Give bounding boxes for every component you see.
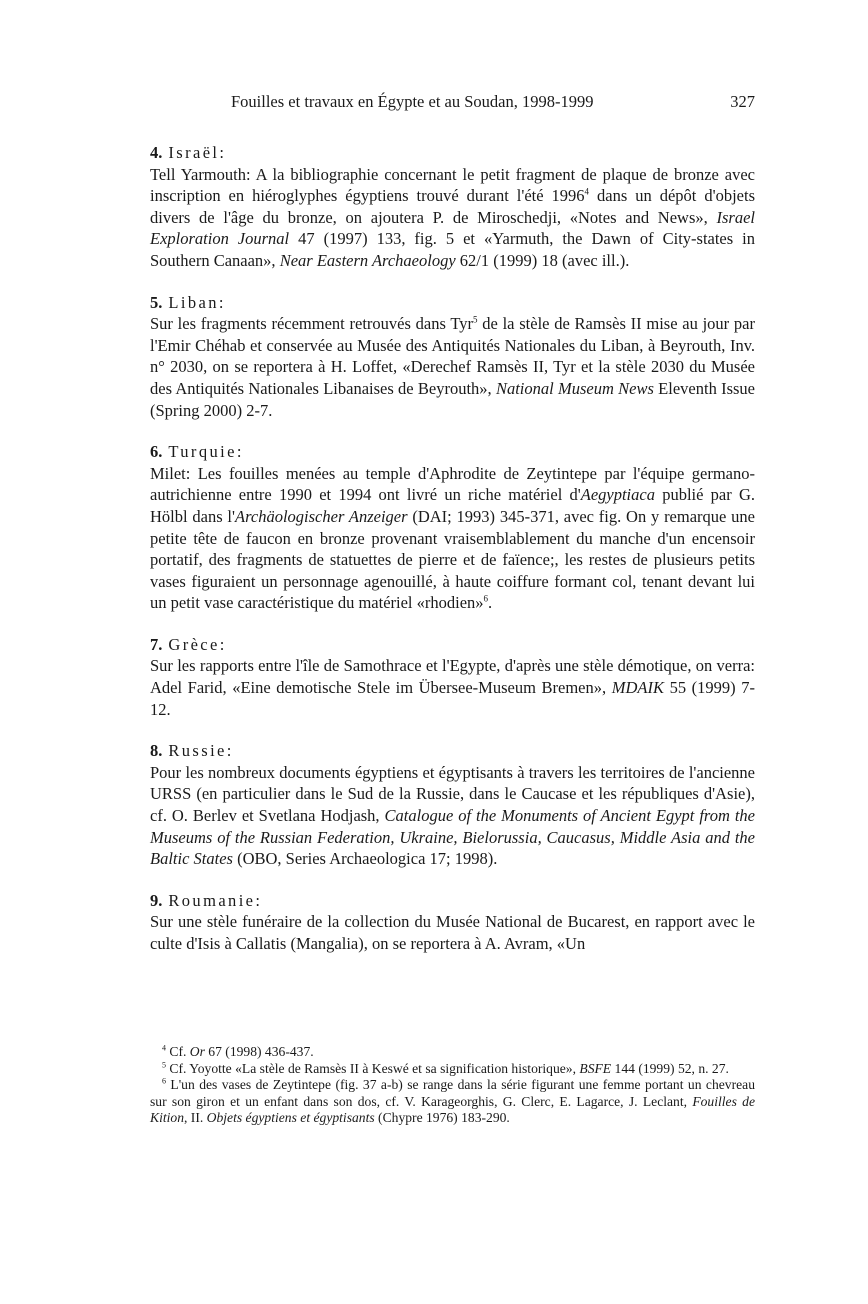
text-run: (Chypre 1976) 183-290. [374,1110,510,1126]
footnotes [150,1044,755,1127]
text-run: Milet: Les fouilles menées au temple d'Aphrodite de Zeytintepe par l'équipe germano-autrichienne entre 1990 et 1994 ont livré un riche matériel d' [150,463,755,505]
section-paragraph [150,313,755,421]
running-header [150,90,755,114]
book-title: Catalogue of the Monuments of Ancient Egypt from the Museums of the Russian Federation, Ukraine, Bielorussia, Caucasus, Middle Asia and the Baltic States [150,806,755,869]
text-run: Sur les rapports entre l'île de Samothrace et l'Egypte, d'après une stèle démotique, on verra: Adel Farid, «Eine demotische Stele im Übersee-Museum Bremen», [150,656,755,698]
text-run: 62/1 (1999) 18 (avec ill.). [455,250,630,270]
footnote [150,1044,755,1061]
footnote [150,1077,755,1127]
book-title: Fouilles de Kition [150,1093,755,1126]
text-run: Sur une stèle funéraire de la collection du Musée National de Bucarest, en rapport avec le culte d'Isis à Callatis (Mangalia), on se reportera à A. Avram, «Un [150,912,755,953]
section-paragraph [150,164,755,272]
section-paragraph [150,911,755,954]
text-run: 55 (1999) 7-12. [150,678,755,719]
footnote-ref[interactable]: 5 [473,314,478,325]
text-run: L'un des vases de Zeytintepe (fig. 37 a-b) se range dans la série figurant une femme portant un chevreau sur son giron et un enfant dans son dos, cf. V. Karageorghis, G. Clerc, E. Lagarce, J. Leclant, [150,1077,755,1109]
footnote-mark: 5 [162,1060,166,1070]
text-run: 144 (1999) 52, n. 27. [611,1060,729,1076]
section-title: Israël: [168,143,227,162]
section-heading [150,634,755,656]
text-run: Sur les fragments récemment retrouvés dans Tyr [150,314,474,334]
text-run: Cf. [166,1044,190,1059]
section-paragraph [150,463,755,614]
journal-title: Or [189,1044,205,1059]
section-title: Roumanie: [168,890,263,910]
section-number: 7. [150,634,163,654]
section-grece [150,634,755,720]
footnote-ref[interactable]: 4 [584,186,590,197]
running-title: Fouilles et travaux en Égypte et au Soudan, 1998-1999 [231,92,594,111]
section-turquie [150,441,755,614]
section-heading [150,292,755,314]
footnote-mark: 6 [162,1076,166,1086]
text-run: (OBO, Series Archaeologica 17; 1998). [232,849,498,869]
main-text [150,142,755,975]
section-heading [150,740,755,762]
text-run: , II. [184,1110,207,1126]
text-run: dans un dépôt d'objets divers de l'âge du bronze, on ajoutera P. de Miroschedji, «Notes and News», [150,186,755,227]
section-number: 9. [150,890,163,910]
journal-title: MDAIK [611,678,664,698]
section-title: Grèce: [168,634,227,654]
footnote-ref[interactable]: 6 [483,593,489,604]
text-run: Tell Yarmouth: A la bibliographie concernant le petit fragment de plaque de bronze avec inscription en hiéroglyphes égyptiens trouvé durant l'été 1996 [150,164,755,206]
journal-title: Archäologischer Anzeiger [235,506,408,526]
text-run: Cf. Yoyotte «La stèle de Ramsès II à Keswé et sa signification historique», [166,1060,580,1076]
text-run: de la stèle de Ramsès II mise au jour par l'Emir Chéhab et conservée au Musée des Antiquités Nationales du Liban, à Beyrouth, Inv. n° 2030, on se reportera à H. Loffet, «Derechef Ramsès II, Tyr et la stèle 2030 du Musée des Antiquités Nationales Libanaises de Beyrouth», [150,314,755,398]
text-run: publié par G. Hölbl dans l' [150,485,755,526]
section-heading [150,142,755,164]
text-run: 47 (1997) 133, fig. 5 et «Yarmuth, the Dawn of City-states in Southern Canaan», [150,229,755,270]
text-run: Pour les nombreux documents égyptiens et égyptisants à travers les territoires de l'ancienne URSS (en particulier dans le Sud de la Russie, dans le Caucase et les républiques d'Asie), cf. O. Berlev et Svetlana Hodjash, [150,762,755,826]
journal-title: Near Eastern Archaeology [279,250,456,270]
section-number: 4. [150,143,163,162]
italic-term: Aegyptiaca [580,485,655,505]
section-title: Russie: [168,741,234,761]
text-run: (DAI; 1993) 345-371, avec fig. On y remarque une petite tête de faucon en bronze provenant vraisemblablement du manche d'un encensoir portatif, des fragments de statuettes de pierre et de faïence;, les restes de plusieurs petits vases figuraient un personnage agenouillé, à haute coiffure formant col, tenant devant lui un petit vase caractéristique du matériel «rhodien» [150,506,755,613]
journal-title: National Museum News [495,378,654,398]
text-run: 67 (1998) 436-437. [204,1044,314,1059]
section-israel [150,142,755,272]
section-number: 8. [150,741,163,761]
text-run: . [488,593,493,613]
section-title: Turquie: [168,442,244,462]
section-heading [150,441,755,463]
section-paragraph [150,762,755,870]
section-paragraph [150,655,755,720]
section-russie [150,740,755,870]
journal-title: Israel Exploration Journal [150,207,755,249]
section-heading [150,890,755,912]
footnote [150,1061,755,1078]
text-run: Eleventh Issue (Spring 2000) 2-7. [150,378,756,420]
section-title: Liban: [168,292,226,312]
section-number: 5. [150,292,163,312]
footnote-mark: 4 [162,1043,166,1053]
section-number: 6. [150,442,163,462]
section-roumanie [150,890,755,955]
journal-title: BSFE [579,1060,612,1076]
book-title: Objets égyptiens et égyptisants [206,1110,375,1126]
page-number: 327 [730,92,755,111]
section-liban [150,292,755,422]
